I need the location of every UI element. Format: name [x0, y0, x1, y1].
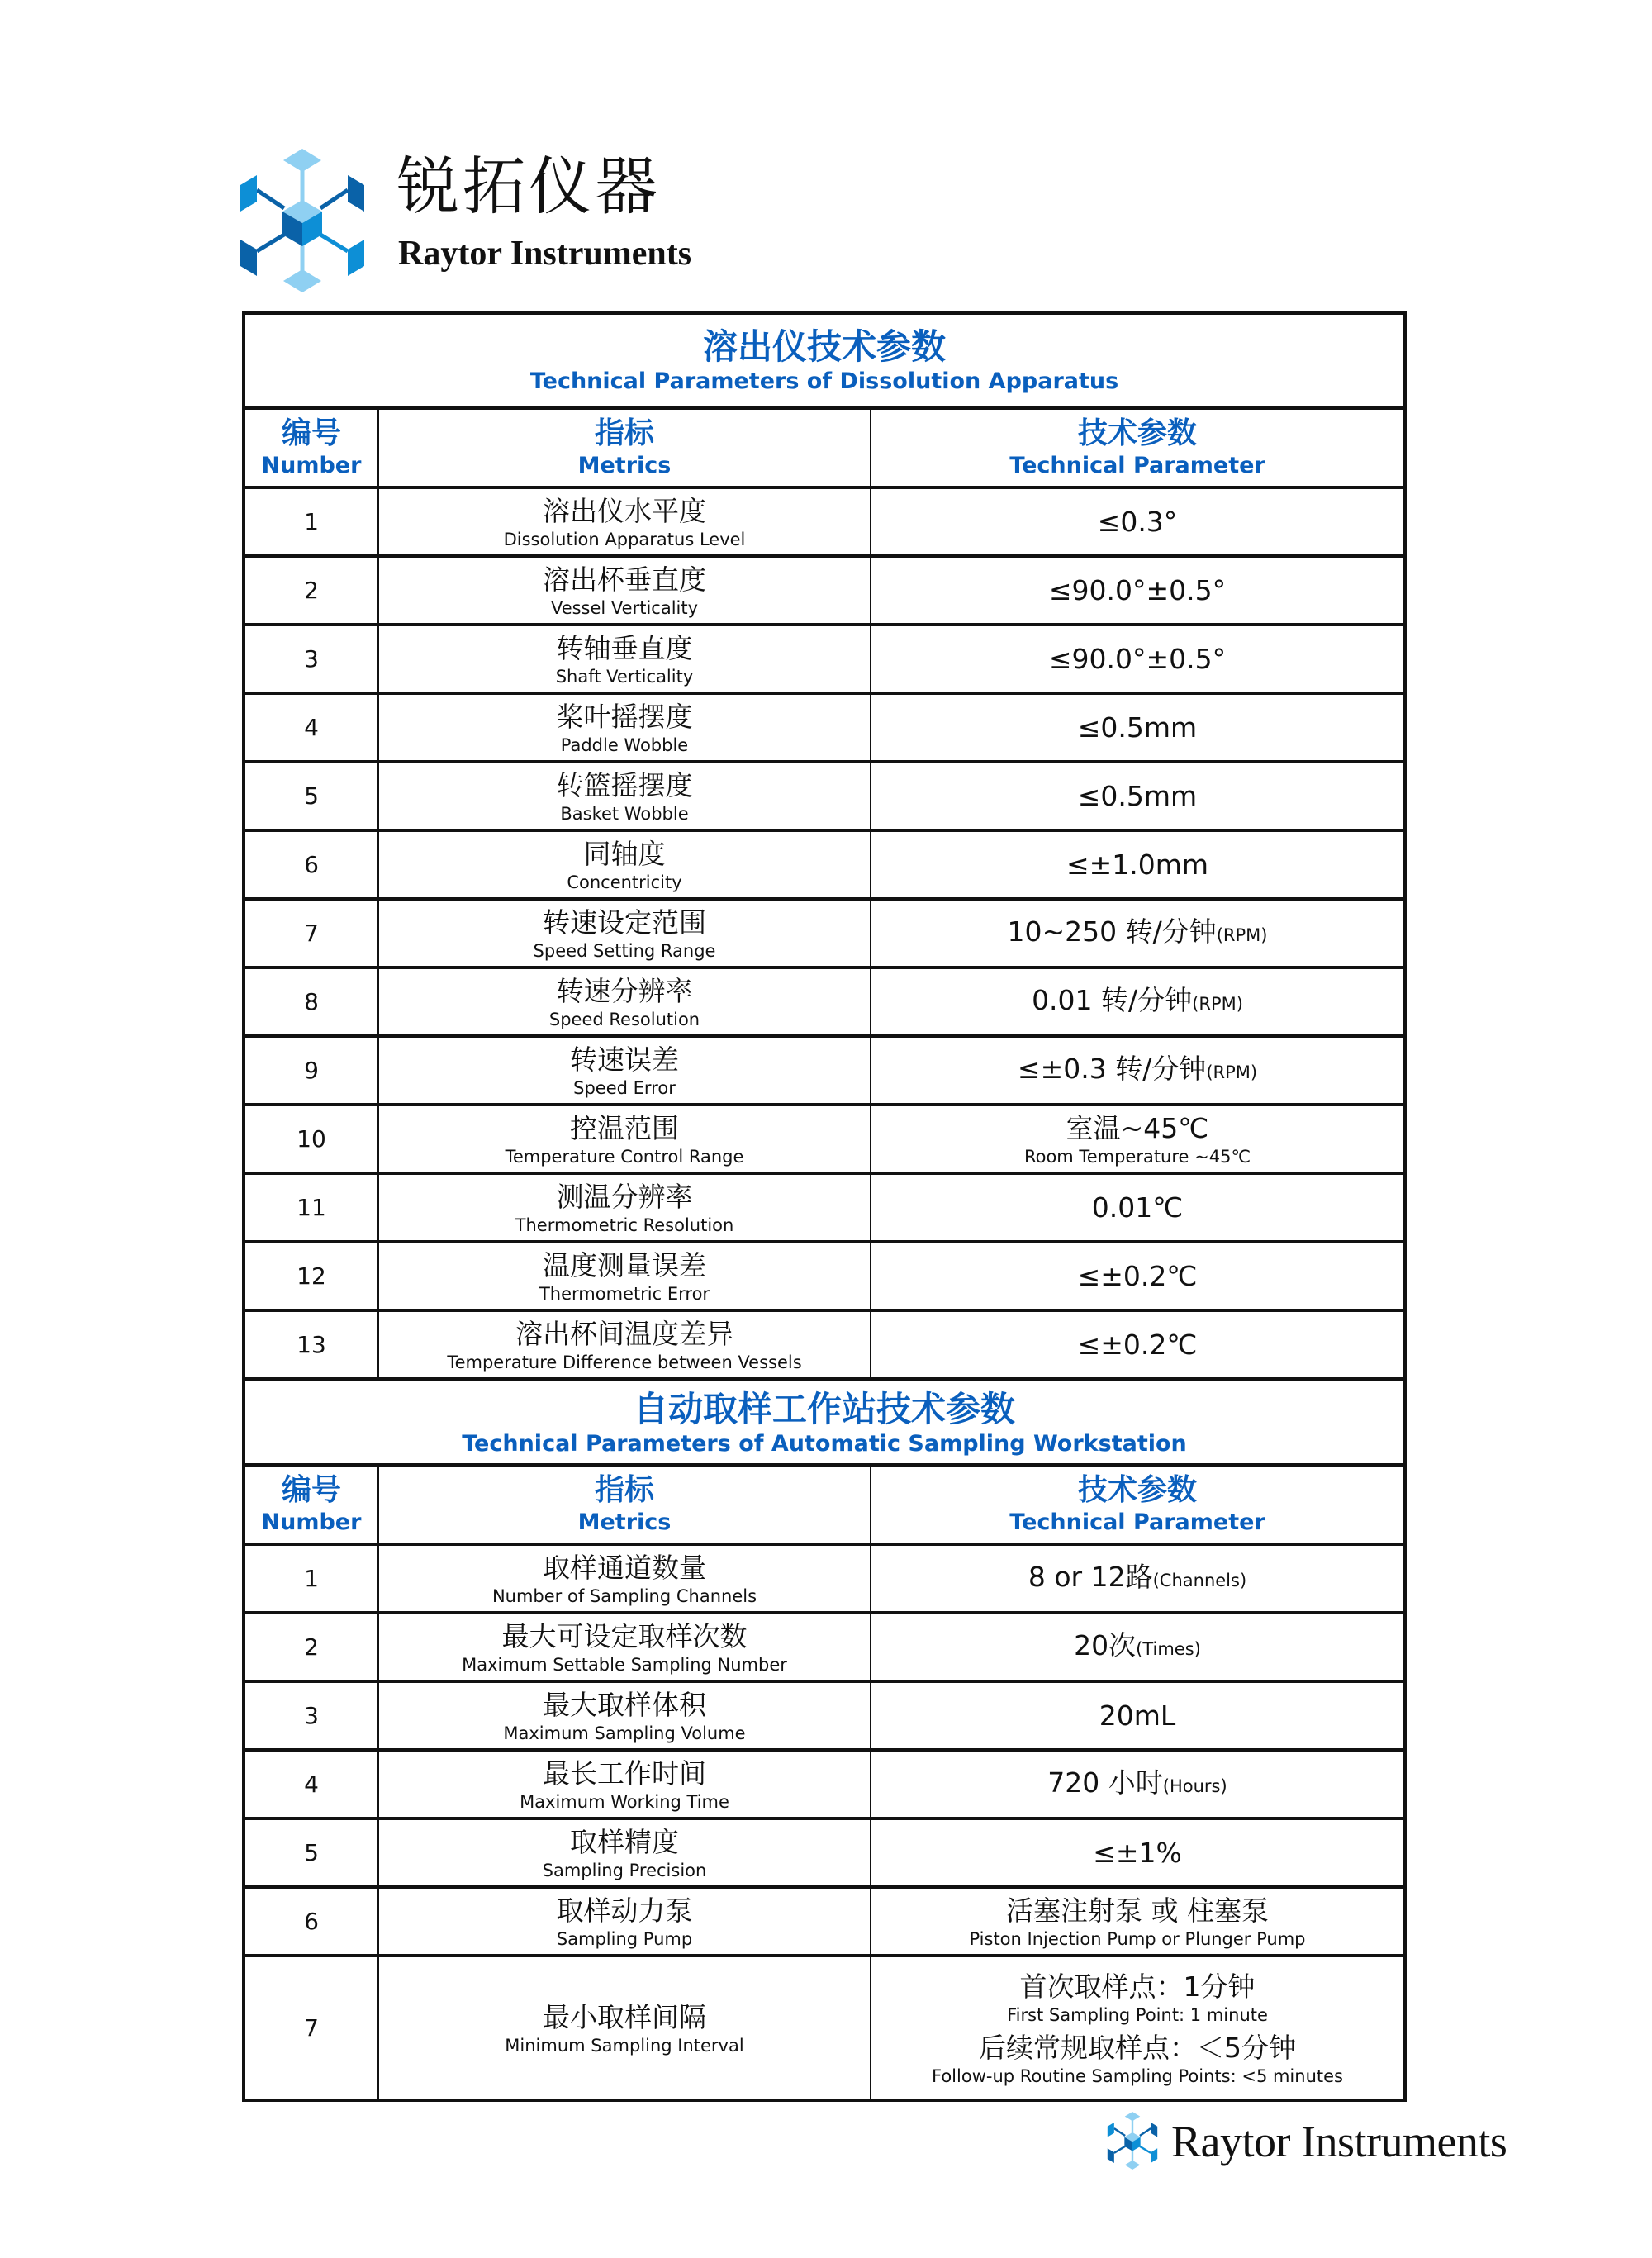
value-text: 0.01℃: [1091, 1191, 1184, 1224]
cell-parameter: [871, 1957, 1403, 2099]
cell-metric: [379, 1546, 871, 1611]
metric-en: Concentricity: [567, 872, 682, 892]
table-row: [242, 1240, 1407, 1309]
metric-cn: 溶出杯间温度差异: [515, 1317, 733, 1350]
value-text: 0.01 转/分钟: [1032, 983, 1193, 1016]
table-row: [242, 760, 1407, 829]
metric-en: Dissolution Apparatus Level: [503, 529, 746, 549]
table-row: [242, 1543, 1407, 1611]
section-title-en: Technical Parameters of Dissolution Apparatus: [529, 368, 1119, 394]
parameter-value: [1018, 1052, 1257, 1090]
value-unit: (RPM): [1192, 993, 1243, 1014]
row-number: 5: [304, 1839, 319, 1866]
sampling-rows: [242, 1543, 1407, 2102]
cell-metric: [379, 489, 871, 554]
value-text: 活塞注射泵 或 柱塞泵: [1006, 1894, 1269, 1927]
cell-parameter: [871, 763, 1403, 829]
value-text: ≤±0.2℃: [1077, 1328, 1198, 1361]
table-row: [242, 1611, 1407, 1680]
cell-parameter: [871, 1038, 1403, 1103]
cell-number: [245, 901, 379, 966]
cell-metric: [379, 763, 871, 829]
metric-en: Maximum Sampling Volume: [503, 1723, 746, 1743]
metric-en: Basket Wobble: [560, 803, 689, 824]
cell-metric: [379, 1957, 871, 2099]
table-row: [242, 897, 1407, 966]
cell-metric: [379, 695, 871, 760]
header-en: Metrics: [577, 1509, 672, 1535]
row-number: 10: [297, 1125, 326, 1153]
parameter-value: [1078, 779, 1197, 814]
table-row: [242, 554, 1407, 623]
metric-cn: 测温分辨率: [556, 1180, 693, 1213]
cell-parameter: [871, 1175, 1403, 1240]
header-cn: 指标: [594, 416, 654, 450]
parameter-value: [1078, 1259, 1198, 1294]
cell-number: [245, 1546, 379, 1611]
cell-parameter: [871, 1614, 1403, 1680]
row-number: 6: [304, 851, 319, 878]
metric-cn: 转速分辨率: [556, 974, 693, 1007]
value-text: 720 小时: [1047, 1766, 1163, 1799]
column-header-number: [245, 1467, 379, 1543]
value-text: 20mL: [1099, 1699, 1176, 1732]
table-row: [242, 1309, 1407, 1377]
parameter-value-2: 后续常规取样点：＜5分钟: [979, 2031, 1296, 2064]
cell-number: [245, 969, 379, 1034]
cell-number: [245, 1038, 379, 1103]
column-header-metrics: [379, 410, 871, 486]
table-row: [242, 1034, 1407, 1103]
row-number: 2: [304, 1633, 319, 1661]
metric-en: Shaft Verticality: [555, 666, 694, 687]
metric-en: Sampling Pump: [556, 1928, 693, 1949]
parameter-value: [1066, 848, 1208, 882]
metric-en: Thermometric Resolution: [515, 1215, 734, 1235]
cell-number: [245, 558, 379, 623]
table-row: [242, 966, 1407, 1034]
column-header-number: [245, 410, 379, 486]
row-number: 11: [297, 1194, 326, 1221]
cell-number: [245, 1889, 379, 1954]
brand-name-en: Raytor Instruments: [398, 235, 692, 273]
parameter-value: [1098, 505, 1178, 540]
value-unit: (Times): [1136, 1638, 1201, 1659]
parameter-value-2-en: Follow-up Routine Sampling Points: <5 minutes: [932, 2065, 1343, 2086]
metric-en: Maximum Working Time: [520, 1791, 729, 1812]
metric-cn: 最小取样间隔: [543, 2000, 706, 2033]
cell-number: [245, 1106, 379, 1172]
column-header-row: [242, 406, 1407, 486]
metric-cn: 溶出杯垂直度: [543, 563, 706, 596]
cell-parameter: [871, 558, 1403, 623]
cell-number: [245, 1175, 379, 1240]
brand-name-cn: 锐拓仪器: [396, 150, 661, 223]
row-number: 7: [304, 920, 319, 947]
header-en: Technical Parameter: [1009, 453, 1265, 478]
cell-parameter: [871, 969, 1403, 1034]
row-number: 5: [304, 782, 319, 810]
value-text: ≤90.0°±0.5°: [1048, 642, 1227, 675]
section-title-dissolution: [242, 311, 1407, 406]
metric-en: Speed Setting Range: [533, 940, 716, 961]
column-header-metrics: [379, 1467, 871, 1543]
value-unit: (RPM): [1206, 1062, 1258, 1082]
section-title-cn: 自动取样工作站技术参数: [633, 1389, 1015, 1429]
header-cn: 技术参数: [1077, 416, 1197, 450]
parameter-value: [1032, 983, 1243, 1021]
row-number: 8: [304, 988, 319, 1015]
table-row: [242, 692, 1407, 760]
column-header-parameter: [871, 410, 1403, 486]
cell-metric: [379, 969, 871, 1034]
value-text: ≤±0.3 转/分钟: [1017, 1052, 1207, 1085]
parameter-value: [1007, 915, 1267, 953]
row-number: 6: [304, 1908, 319, 1935]
metric-cn: 取样动力泵: [556, 1894, 693, 1927]
parameter-value: [1049, 573, 1226, 608]
cell-metric: [379, 1683, 871, 1748]
dissolution-rows: [242, 486, 1407, 1377]
metric-cn: 最大取样体积: [543, 1688, 706, 1721]
cell-parameter: [871, 832, 1403, 897]
metric-cn: 取样精度: [570, 1825, 679, 1858]
header-en: Technical Parameter: [1009, 1509, 1265, 1535]
cell-parameter: [871, 901, 1403, 966]
parameter-value: [1006, 1894, 1269, 1928]
cell-number: [245, 1752, 379, 1817]
metric-en: Speed Resolution: [548, 1009, 700, 1029]
cell-parameter: [871, 1683, 1403, 1748]
metric-en: Paddle Wobble: [560, 734, 689, 755]
row-number: 1: [304, 508, 319, 535]
header-cn: 编号: [281, 416, 341, 450]
value-unit: (RPM): [1216, 925, 1268, 945]
raytor-logo-icon: [239, 147, 366, 294]
row-number: 2: [304, 577, 319, 604]
row-number: 3: [304, 1702, 319, 1729]
metric-en: Temperature Control Range: [505, 1146, 744, 1167]
metric-cn: 取样通道数量: [543, 1551, 706, 1584]
metric-cn: 转速误差: [570, 1043, 679, 1076]
column-header-row: [242, 1463, 1407, 1543]
footer-logo-icon: [1107, 2111, 1158, 2170]
header-en: Metrics: [577, 453, 672, 478]
metric-cn: 温度测量误差: [543, 1248, 706, 1281]
value-text: 20次: [1074, 1628, 1137, 1661]
cell-number: [245, 1243, 379, 1309]
parameter-value-en: Piston Injection Pump or Plunger Pump: [969, 1928, 1306, 1949]
cell-metric: [379, 1106, 871, 1172]
value-text: ≤0.3°: [1097, 505, 1178, 538]
spec-sheet-table: [242, 311, 1407, 2102]
value-unit: (Channels): [1152, 1570, 1247, 1590]
cell-parameter: [871, 1243, 1403, 1309]
value-text: 室温~45℃: [1066, 1111, 1209, 1144]
parameter-value: [1093, 1836, 1182, 1871]
value-text: 首次取样点：1分钟: [1019, 1970, 1256, 2003]
value-text: ≤±0.2℃: [1077, 1259, 1198, 1292]
metric-en: Sampling Precision: [542, 1860, 707, 1880]
metric-en: Speed Error: [573, 1077, 676, 1098]
metric-cn: 最大可设定取样次数: [501, 1619, 748, 1652]
cell-metric: [379, 1312, 871, 1377]
cell-parameter: [871, 1752, 1403, 1817]
cell-number: [245, 1820, 379, 1885]
section-title-sampling: [242, 1377, 1407, 1463]
header-cn: 技术参数: [1077, 1473, 1197, 1507]
value-text: ≤0.5mm: [1077, 779, 1198, 812]
value-text: 8 or 12路: [1028, 1560, 1153, 1593]
cell-metric: [379, 1175, 871, 1240]
cell-parameter: [871, 1820, 1403, 1885]
cell-metric: [379, 1820, 871, 1885]
metric-cn: 最长工作时间: [543, 1756, 706, 1790]
header-en: Number: [261, 453, 362, 478]
parameter-value: [1028, 1560, 1246, 1598]
cell-number: [245, 489, 379, 554]
row-number: 13: [297, 1331, 326, 1358]
table-row: [242, 1885, 1407, 1954]
cell-number: [245, 626, 379, 692]
value-text: ≤0.5mm: [1077, 711, 1198, 744]
table-row: [242, 829, 1407, 897]
metric-cn: 溶出仪水平度: [543, 494, 706, 527]
header-en: Number: [261, 1509, 362, 1535]
table-row: [242, 1748, 1407, 1817]
header-cn: 编号: [281, 1473, 341, 1507]
row-number: 3: [304, 645, 319, 673]
cell-parameter: [871, 1889, 1403, 1954]
cell-number: [245, 1614, 379, 1680]
column-header-parameter: [871, 1467, 1403, 1543]
cell-metric: [379, 901, 871, 966]
metric-cn: 同轴度: [583, 837, 666, 870]
footer-brand-name: Raytor Instruments: [1171, 2117, 1507, 2166]
parameter-value: [1066, 1111, 1209, 1146]
cell-number: [245, 1957, 379, 2099]
header-cn: 指标: [594, 1473, 654, 1507]
value-text: 10~250 转/分钟: [1007, 915, 1217, 948]
row-number: 4: [304, 714, 319, 741]
metric-en: Vessel Verticality: [550, 597, 699, 618]
parameter-value: [1074, 1628, 1201, 1666]
parameter-value: [1049, 642, 1226, 677]
cell-metric: [379, 1889, 871, 1954]
cell-parameter: [871, 1546, 1403, 1611]
metric-cn: 转轴垂直度: [556, 631, 693, 664]
row-number: 7: [304, 2014, 319, 2042]
value-text: ≤90.0°±0.5°: [1048, 573, 1227, 606]
table-row: [242, 486, 1407, 554]
metric-cn: 转篮摇摆度: [556, 768, 693, 801]
table-row: [242, 1172, 1407, 1240]
parameter-value-en: First Sampling Point: 1 minute: [1007, 2004, 1268, 2025]
section-title-cn: 溶出仪技术参数: [702, 326, 946, 367]
metric-en: Thermometric Error: [539, 1283, 710, 1304]
table-row: [242, 623, 1407, 692]
table-row: [242, 1954, 1407, 2102]
cell-metric: [379, 1614, 871, 1680]
metric-cn: 桨叶摇摆度: [556, 700, 693, 733]
cell-metric: [379, 626, 871, 692]
metric-cn: 控温范围: [570, 1111, 679, 1144]
row-number: 1: [304, 1565, 319, 1592]
value-text: ≤±1.0mm: [1066, 848, 1209, 881]
row-number: 4: [304, 1771, 319, 1798]
metric-cn: 转速设定范围: [543, 906, 706, 939]
cell-metric: [379, 1038, 871, 1103]
row-number: 9: [304, 1057, 319, 1084]
cell-metric: [379, 1752, 871, 1817]
table-row: [242, 1680, 1407, 1748]
section-title-en: Technical Parameters of Automatic Sampling Workstation: [462, 1431, 1187, 1457]
metric-en: Maximum Settable Sampling Number: [462, 1654, 787, 1675]
cell-metric: [379, 832, 871, 897]
metric-en: Minimum Sampling Interval: [505, 2035, 744, 2056]
parameter-value: [1020, 1970, 1256, 2004]
cell-parameter: [871, 1106, 1403, 1172]
value-text: ≤±1%: [1093, 1836, 1182, 1869]
metric-en: Temperature Difference between Vessels: [447, 1352, 802, 1372]
cell-number: [245, 763, 379, 829]
cell-number: [245, 1683, 379, 1748]
cell-number: [245, 1312, 379, 1377]
parameter-value: [1078, 1328, 1198, 1362]
cell-number: [245, 832, 379, 897]
parameter-value: [1078, 711, 1197, 745]
table-row: [242, 1103, 1407, 1172]
cell-metric: [379, 1243, 871, 1309]
cell-parameter: [871, 626, 1403, 692]
parameter-value: [1092, 1191, 1184, 1225]
cell-parameter: [871, 489, 1403, 554]
metric-en: Number of Sampling Channels: [491, 1585, 757, 1606]
row-number: 12: [297, 1262, 326, 1290]
parameter-value: [1047, 1766, 1227, 1804]
cell-number: [245, 695, 379, 760]
value-unit: (Hours): [1162, 1776, 1227, 1796]
parameter-value: [1099, 1699, 1176, 1733]
table-row: [242, 1817, 1407, 1885]
parameter-value-en: Room Temperature ~45℃: [1023, 1146, 1251, 1167]
cell-parameter: [871, 1312, 1403, 1377]
cell-metric: [379, 558, 871, 623]
cell-parameter: [871, 695, 1403, 760]
